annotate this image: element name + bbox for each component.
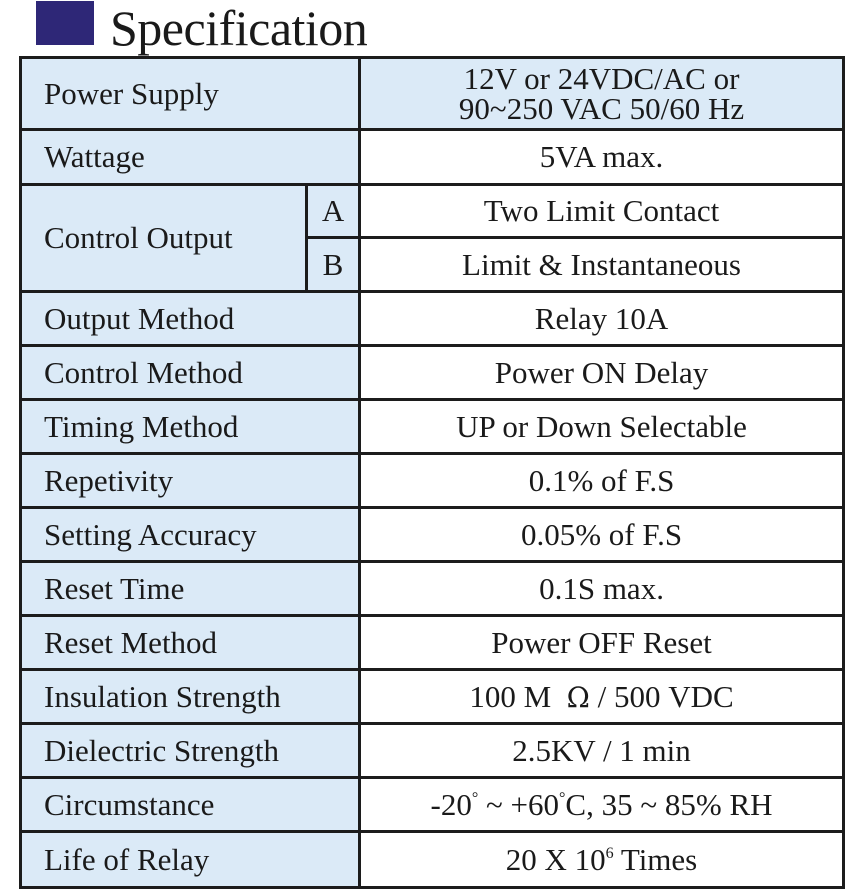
- spec-value-output-method: Relay 10A: [360, 292, 844, 346]
- value-text: C, 35 ~ 85% RH: [565, 786, 773, 822]
- spec-label-repetivity: Repetivity: [21, 454, 360, 508]
- table-row: [21, 832, 844, 888]
- table-row: [21, 58, 844, 130]
- table-row: [21, 670, 844, 724]
- spec-value-dielectric-strength: 2.5KV / 1 min: [360, 724, 844, 778]
- spec-label-dielectric-strength: Dielectric Strength: [21, 724, 360, 778]
- spec-value-reset-time: 0.1S max.: [360, 562, 844, 616]
- spec-sub-label-a: A: [307, 185, 360, 238]
- spec-value-circumstance: [360, 778, 844, 832]
- degree-symbol: °: [559, 789, 566, 807]
- spec-label-circumstance: Circumstance: [21, 778, 360, 832]
- spec-sub-label-b: B: [307, 238, 360, 292]
- spec-value-repetivity: 0.1% of F.S: [360, 454, 844, 508]
- degree-symbol: °: [471, 789, 479, 807]
- specification-table: [19, 56, 845, 889]
- spec-value-control-method: Power ON Delay: [360, 346, 844, 400]
- table-row: [21, 616, 844, 670]
- heading-square-icon: [36, 1, 94, 45]
- table-row: [21, 562, 844, 616]
- spec-value-power-supply: [360, 58, 844, 130]
- value-text: 20 X 10: [505, 841, 606, 877]
- spec-value-wattage: 5VA max.: [360, 130, 844, 185]
- spec-value-life-of-relay: [360, 832, 844, 888]
- value-text: Times: [613, 841, 698, 877]
- spec-value-control-output-a: Two Limit Contact: [360, 185, 844, 238]
- value-text: / 500 VDC: [597, 678, 734, 714]
- value-line: 90~250 VAC 50/60 Hz: [458, 90, 745, 126]
- value-text: 100 M: [469, 678, 552, 714]
- value-text: -20: [430, 786, 472, 822]
- table-row: [21, 454, 844, 508]
- table-row: [21, 724, 844, 778]
- spec-label-insulation-strength: Insulation Strength: [21, 670, 360, 724]
- table-row: [21, 130, 844, 185]
- spec-label-setting-accuracy: Setting Accuracy: [21, 508, 360, 562]
- spec-label-control-output: Control Output: [21, 185, 307, 292]
- spec-label-life-of-relay: Life of Relay: [21, 832, 360, 888]
- spec-value-insulation-strength: [360, 670, 844, 724]
- spec-value-reset-method: Power OFF Reset: [360, 616, 844, 670]
- table-row: [21, 508, 844, 562]
- page-title: Specification: [110, 0, 368, 56]
- spec-label-power-supply: Power Supply: [21, 58, 360, 130]
- exponent: 6: [605, 844, 614, 862]
- spec-label-control-method: Control Method: [21, 346, 360, 400]
- spec-label-wattage: Wattage: [21, 130, 360, 185]
- value-line: 12V or 24VDC/AC or: [463, 60, 740, 96]
- spec-value-control-output-b: Limit & Instantaneous: [360, 238, 844, 292]
- value-text: ~ +60: [478, 786, 560, 822]
- spec-value-setting-accuracy: 0.05% of F.S: [360, 508, 844, 562]
- table-row: [21, 292, 844, 346]
- omega-symbol: Ω: [566, 680, 590, 714]
- spec-label-timing-method: Timing Method: [21, 400, 360, 454]
- table-row: [21, 185, 844, 238]
- spec-value-timing-method: UP or Down Selectable: [360, 400, 844, 454]
- spec-label-reset-method: Reset Method: [21, 616, 360, 670]
- table-row: [21, 400, 844, 454]
- table-row: [21, 346, 844, 400]
- section-heading: [36, 0, 367, 56]
- spec-label-reset-time: Reset Time: [21, 562, 360, 616]
- spec-label-output-method: Output Method: [21, 292, 360, 346]
- table-row: [21, 778, 844, 832]
